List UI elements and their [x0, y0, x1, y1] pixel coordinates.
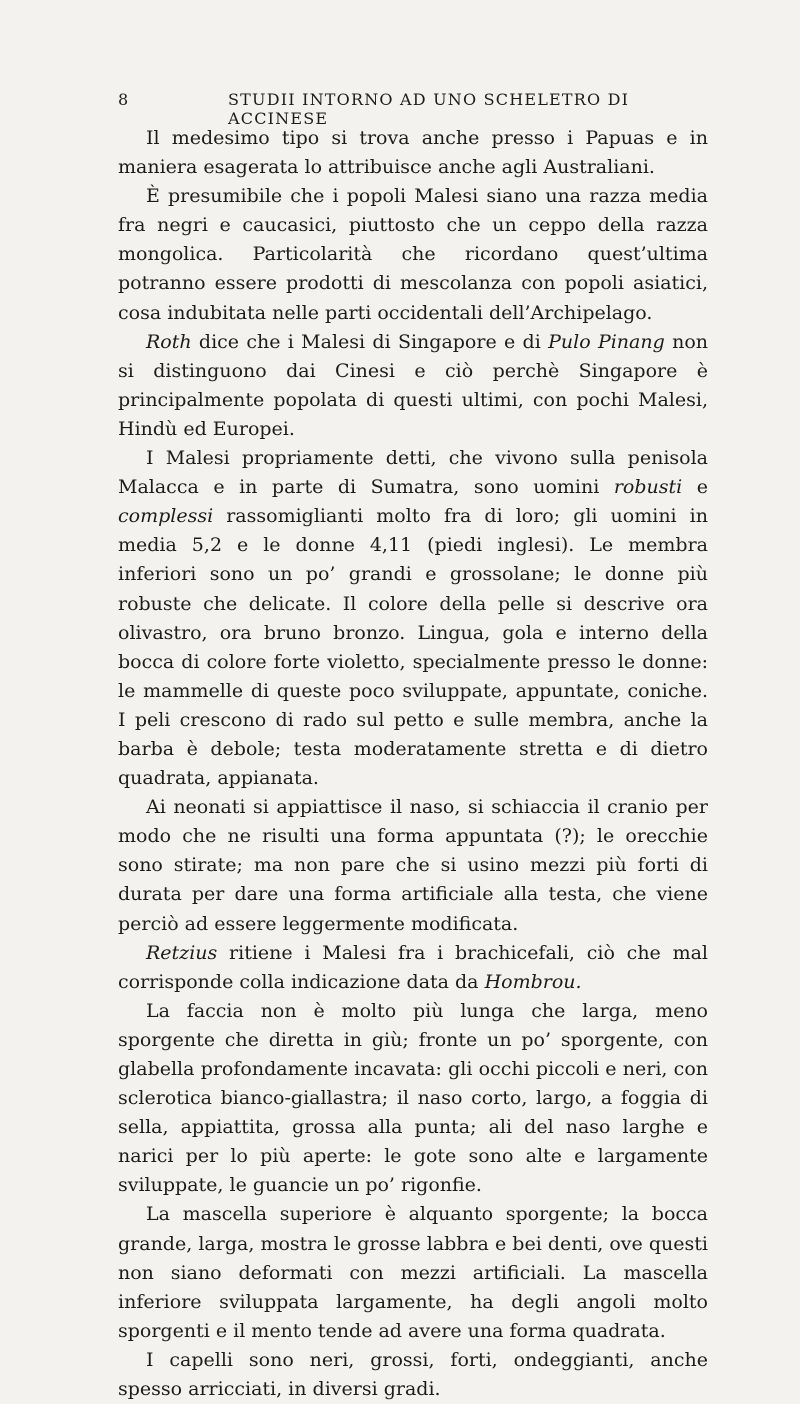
text-run: ritiene i Malesi fra i brachicefali, ciò che mal corrisponde colla indicazione data da	[118, 941, 708, 993]
italic-text: complessi	[118, 505, 214, 528]
page	[118, 90, 708, 1404]
italic-text: Roth	[146, 330, 192, 353]
paragraph	[118, 444, 708, 793]
text-run: dice che i Malesi di Singapore e di	[191, 330, 549, 353]
running-head	[118, 90, 708, 128]
text-run: È presumibile che i popoli Malesi siano una razza media fra negri e caucasici, piuttosto che un ceppo della razza mongolica. Particolarità che ricordano quest’ultima potranno essere prodotti di mescolanza con popoli asiatici, cosa indubitata nelle parti occidentali dell’Archipelago.	[118, 185, 708, 324]
text-run: non si distinguono dai Cinesi e ciò perchè Singapore è principalmente popolata di questi ultimi, con pochi Malesi, Hindù ed Europei.	[118, 330, 708, 440]
italic-text: Retzius	[146, 941, 218, 964]
page-number: 8	[118, 90, 130, 109]
paragraph	[118, 1346, 708, 1404]
text-run: Il medesimo tipo si trova anche presso i Papuas e in maniera esagerata lo attribuisce anche agli Australiani.	[118, 127, 708, 179]
italic-text: Hombrou.	[484, 970, 582, 993]
paragraph	[118, 1200, 708, 1345]
paragraph	[118, 182, 708, 327]
body-text	[118, 124, 708, 1404]
paragraph	[118, 793, 708, 938]
text-run: rassomiglianti molto fra di loro; gli uomini in media 5,2 e le donne 4,11 (piedi inglesi). Le membra inferiori sono un po’ grandi e grossolane; le donne più robuste che delicate. Il colore della pelle si descrive ora olivastro, ora bruno bronzo. Lingua, gola e interno della bocca di colore forte violetto, specialmente presso le donne: le mammelle di queste poco sviluppate, appuntate, coniche. I peli crescono di rado sul petto e sulle membra, anche la barba è debole; testa moderatamente stretta e di dietro quadrata, appianata.	[118, 505, 708, 790]
text-run: La faccia non è molto più lunga che larga, meno sporgente che diretta in giù; fronte un po’ sporgente, con glabella profondamente incavata: gli occhi piccoli e neri, con sclerotica bianco-giallastra; il naso corto, largo, a foggia di sella, appiattita, grossa alla punta; ali del naso larghe e narici per lo più aperte: le gote sono alte e largamente sviluppate, le guancie un po’ rigonfie.	[118, 999, 708, 1197]
text-run: I capelli sono neri, grossi, forti, ondeggianti, anche spesso arricciati, in diversi gradi.	[118, 1348, 708, 1401]
italic-text: Pulo Pinang	[548, 330, 665, 353]
paragraph	[118, 939, 708, 997]
paragraph	[118, 328, 708, 444]
running-title: STUDII INTORNO AD UNO SCHELETRO DI ACCINESE	[228, 90, 630, 128]
italic-text: robusti	[613, 476, 683, 499]
text-run: I Malesi propriamente detti, che vivono sulla penisola Malacca e in parte di Sumatra, sono uomini	[118, 447, 708, 499]
text-run: Ai neonati si appiattisce il naso, si schiaccia il cranio per modo che ne risulti una forma appuntata (?); le orecchie sono stirate; ma non pare che si usino mezzi più forti di durata per dare una forma artificiale alla testa, che viene perciò ad essere leggermente modificata.	[118, 796, 708, 935]
text-run: La mascella superiore è alquanto sporgente; la bocca grande, larga, mostra le grosse labbra e bei denti, ove questi non siano deformati con mezzi artificiali. La mascella inferiore sviluppata largamente, ha degli angoli molto sporgenti e il mento tende ad avere una forma quadrata.	[118, 1203, 708, 1342]
text-run: e	[682, 476, 708, 499]
paragraph	[118, 124, 708, 182]
paragraph	[118, 997, 708, 1201]
